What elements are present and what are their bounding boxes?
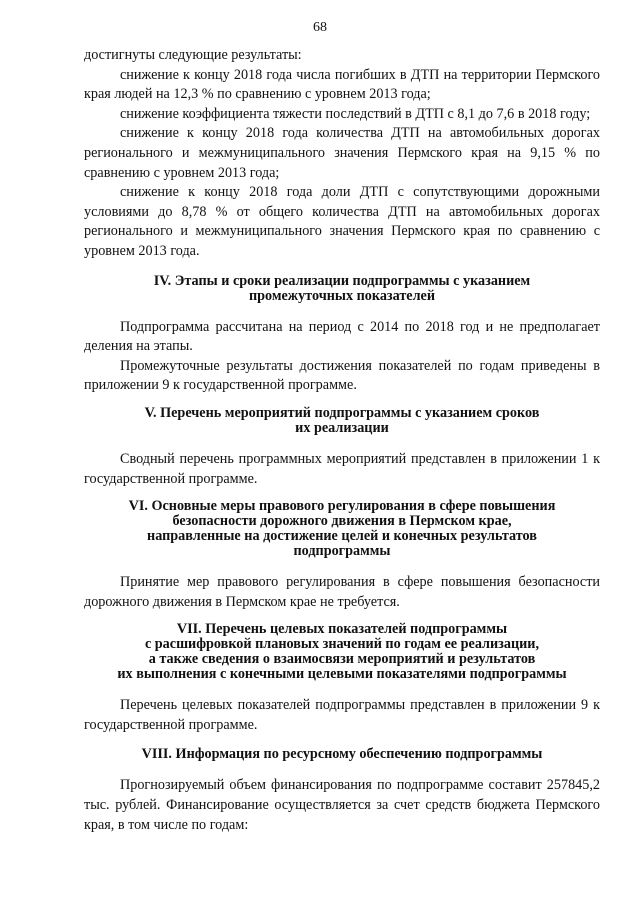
result-item: снижение к концу 2018 года доли ДТП с сопутствующими дорожными условиями до 8,78 % от общего количества ДТП на автомобильных дорогах регионального и межмуниципального значения Пермского края по сравнению с уровнем 2013 года. <box>84 184 600 259</box>
section-8-paragraph: Прогнозируемый объем финансирования по подпрограмме составит 257845,2 тыс. рублей. Финансирование осуществляется за счет средств бюджета Пермского края, в том числе по годам: <box>84 777 600 833</box>
result-item: снижение к концу 2018 года количества ДТП на автомобильных дорогах регионального и межмуниципального значения Пермского края на 9,15 % по сравнению с уровнем 2013 года; <box>84 125 600 181</box>
section-6-paragraph: Принятие мер правового регулирования в сфере повышения безопасности дорожного движения в Пермском крае не требуется. <box>84 574 600 610</box>
section-5-heading: V. Перечень мероприятий подпрограммы с указанием сроков их реализации <box>144 404 540 436</box>
section-5-paragraph: Сводный перечень программных мероприятий представлен в приложении 1 к государственной программе. <box>84 450 600 487</box>
page-number: 68 <box>313 20 327 35</box>
intro-text: достигнуты следующие результаты: <box>84 47 302 63</box>
result-item: снижение к концу 2018 года числа погибших в ДТП на территории Пермского края людей на 12,3 % по сравнению с уровнем 2013 года; <box>84 66 600 103</box>
section-7-heading: VII. Перечень целевых показателей подпрограммы с расшифровкой плановых значений по годам ее реализации, а также сведения о взаимосвязи мероприятий и результатов их выполнения с конечными целевыми показателями подпрограммы <box>117 621 567 683</box>
section-4-heading: IV. Этапы и сроки реализации подпрограммы с указанием промежуточных показателей <box>153 272 531 304</box>
result-item: снижение коэффициента тяжести последствий в ДТП с 8,1 до 7,6 в 2018 году; <box>120 105 591 122</box>
section-7-paragraph: Перечень целевых показателей подпрограммы представлен в приложении 9 к государственной программе. <box>84 697 600 733</box>
section-4-paragraph: Подпрограмма рассчитана на период с 2014 по 2018 год и не предполагает деления на этапы. <box>84 318 600 355</box>
section-6-heading: VI. Основные меры правового регулирования в сфере повышения безопасности дорожного движения в Пермском крае, направленные на достижение целей и конечных результатов подпрограммы <box>128 498 556 560</box>
section-4-paragraph: Промежуточные результаты достижения показателей по годам приведены в приложении 9 к государственной программе. <box>84 357 600 394</box>
section-8-heading: VIII. Информация по ресурсному обеспечению подпрограммы <box>141 746 543 763</box>
document-body <box>84 46 600 835</box>
